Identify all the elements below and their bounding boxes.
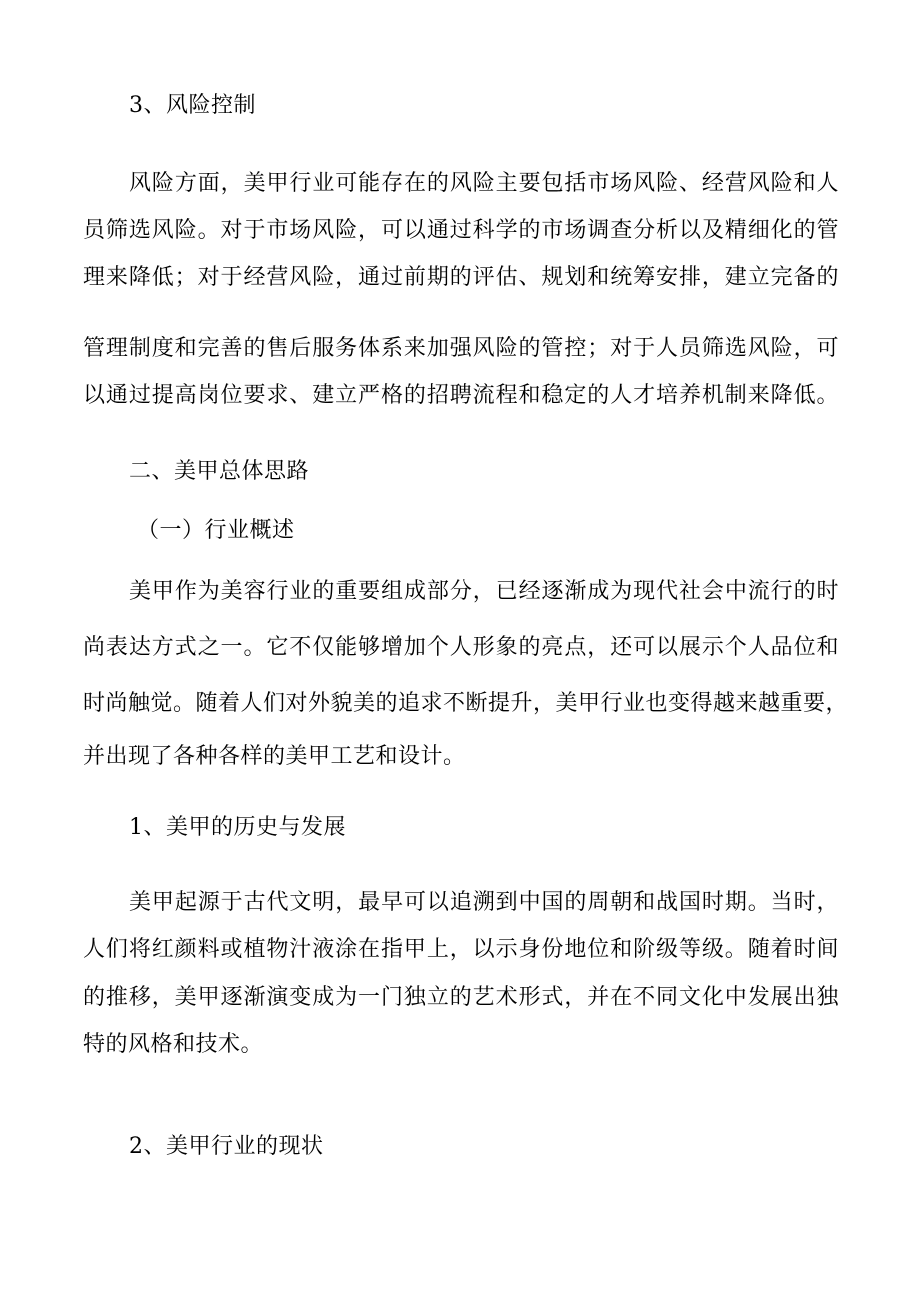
heading-overall-approach: 二、美甲总体思路 [129,459,310,484]
heading-history: 1、美甲的历史与发展 [129,815,346,840]
paragraph-line: 风险方面，美甲行业可能存在的风险主要包括市场风险、经营风险和人 [129,171,839,196]
paragraph-line: 的推移，美甲逐渐演变成为一门独立的艺术形式，并在不同文化中发展出独 [83,985,839,1010]
paragraph-line: 美甲起源于古代文明，最早可以追溯到中国的周朝和战国时期。当时， [129,890,839,915]
paragraph-line: 特的风格和技术。 [83,1032,264,1057]
paragraph-line: 美甲作为美容行业的重要组成部分，已经逐渐成为现代社会中流行的时 [129,579,839,604]
heading-industry-overview: （一）行业概述 [137,518,295,543]
heading-industry-status: 2、美甲行业的现状 [129,1134,324,1159]
paragraph-line: 理来降低；对于经营风险，通过前期的评估、规划和统筹安排，建立完备的 [83,265,839,290]
paragraph-line: 尚表达方式之一。它不仅能够增加个人形象的亮点，还可以展示个人品位和 [83,635,839,660]
paragraph-line: 时尚触觉。随着人们对外貌美的追求不断提升，美甲行业也变得越来越重要， [83,691,849,716]
paragraph-line: 以通过提高岗位要求、建立严格的招聘流程和稳定的人才培养机制来降低。 [83,383,839,408]
paragraph-line: 并出现了各种各样的美甲工艺和设计。 [83,744,466,769]
paragraph-line: 人们将红颜料或植物汁液涂在指甲上，以示身份地位和阶级等级。随着时间 [83,937,839,962]
heading-risk-control: 3、风险控制 [129,93,256,118]
paragraph-line: 员筛选风险。对于市场风险，可以通过科学的市场调查分析以及精细化的管 [83,218,839,243]
paragraph-line: 管理制度和完善的售后服务体系来加强风险的管控；对于人员筛选风险，可 [83,336,839,361]
